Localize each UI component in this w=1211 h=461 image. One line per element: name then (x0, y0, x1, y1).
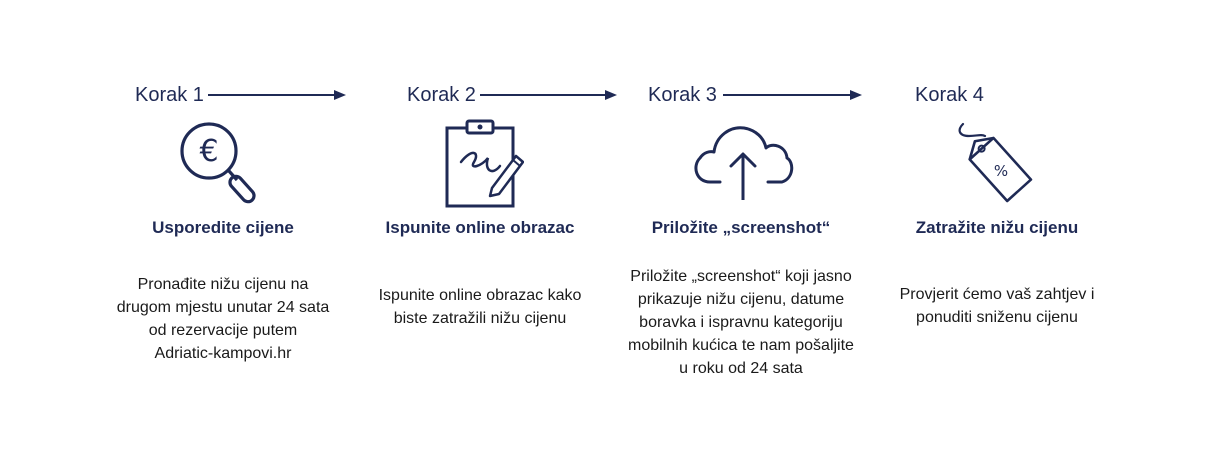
magnifier-euro-icon (178, 118, 270, 210)
step-3-description-line: u roku od 24 sata (679, 360, 803, 377)
euro-symbol: € (199, 134, 219, 169)
step-2-description-line: Ispunite online obrazac kako (378, 287, 582, 304)
clipboard-signature-icon (444, 118, 524, 210)
cloud-upload-icon (690, 120, 796, 202)
step-4-label: Korak 4 (915, 84, 984, 106)
step-4-description-line: Provjerit ćemo vaš zahtjev i (899, 286, 1095, 303)
percent-symbol: % (993, 162, 1009, 180)
step-3-description (628, 265, 854, 380)
price-tag-percent-icon (955, 120, 1041, 208)
step-3-description-line: Priložite „screenshot“ koji jasno (630, 268, 852, 285)
step-2-description-line: biste zatražili nižu cijenu (393, 310, 567, 327)
arrow-step-2-to-3 (480, 88, 620, 102)
step-1-label: Korak 1 (135, 84, 204, 106)
step-1-description (117, 273, 330, 365)
step-4-title: Zatražite nižu cijenu (915, 218, 1079, 237)
step-3-title: Priložite „screenshot“ (651, 218, 831, 237)
step-1-title: Usporedite cijene (152, 218, 294, 237)
arrow-step-3-to-4 (723, 88, 865, 102)
step-1-description-line: Pronađite nižu cijenu na (137, 276, 309, 293)
step-1-description-line: drugom mjestu unutar 24 sata (116, 299, 330, 316)
step-2-title: Ispunite online obrazac (385, 218, 575, 237)
step-4-description-line: ponuditi sniženu cijenu (916, 309, 1078, 326)
step-2-label: Korak 2 (407, 84, 476, 106)
step-3-description-line: prikazuje nižu cijenu, datume (637, 291, 845, 308)
step-4-description (900, 283, 1095, 329)
arrow-step-1-to-2 (208, 88, 348, 102)
step-2-description (379, 284, 582, 330)
step-1-description-line: od rezervacije putem (148, 322, 298, 339)
step-1-description-line: Adriatic-kampovi.hr (154, 345, 292, 362)
step-3-label: Korak 3 (648, 84, 717, 106)
step-3-description-line: mobilnih kućica te nam pošaljite (628, 337, 854, 354)
step-3-description-line: boravka i ispravnu kategoriju (639, 314, 843, 331)
